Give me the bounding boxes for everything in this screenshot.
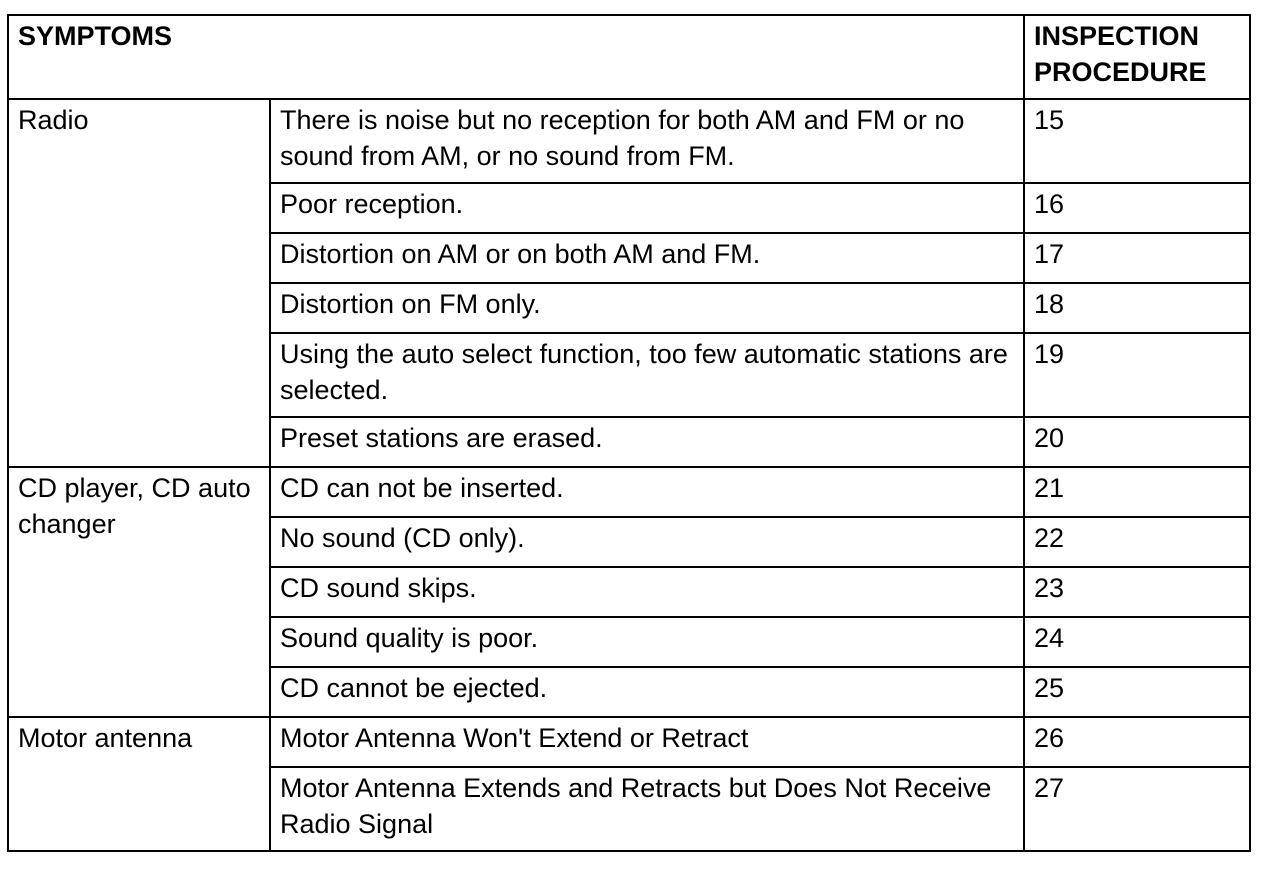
inspection-header-line2: PROCEDURE bbox=[1034, 57, 1207, 87]
category-cell: Motor antenna bbox=[8, 717, 270, 851]
procedure-cell: 23 bbox=[1024, 567, 1250, 617]
table-row bbox=[8, 467, 1250, 517]
symptoms-header: SYMPTOMS bbox=[8, 15, 1024, 99]
symptom-cell: Poor reception. bbox=[270, 183, 1024, 233]
procedure-cell: 21 bbox=[1024, 467, 1250, 517]
category-cell: CD player, CD auto changer bbox=[8, 467, 270, 717]
table-header-row bbox=[8, 15, 1250, 99]
symptoms-table bbox=[7, 14, 1251, 852]
symptom-cell: Distortion on FM only. bbox=[270, 283, 1024, 333]
procedure-cell: 19 bbox=[1024, 333, 1250, 417]
symptom-cell: Preset stations are erased. bbox=[270, 417, 1024, 467]
symptom-cell: CD can not be inserted. bbox=[270, 467, 1024, 517]
procedure-cell: 20 bbox=[1024, 417, 1250, 467]
procedure-cell: 15 bbox=[1024, 99, 1250, 183]
symptom-cell: No sound (CD only). bbox=[270, 517, 1024, 567]
procedure-cell: 25 bbox=[1024, 667, 1250, 717]
symptom-cell: CD sound skips. bbox=[270, 567, 1024, 617]
symptom-cell: Sound quality is poor. bbox=[270, 617, 1024, 667]
procedure-cell: 24 bbox=[1024, 617, 1250, 667]
symptom-cell: Distortion on AM or on both AM and FM. bbox=[270, 233, 1024, 283]
table-row bbox=[8, 717, 1250, 767]
procedure-cell: 18 bbox=[1024, 283, 1250, 333]
symptom-cell: Motor Antenna Won't Extend or Retract bbox=[270, 717, 1024, 767]
inspection-procedure-header bbox=[1024, 15, 1250, 99]
procedure-cell: 17 bbox=[1024, 233, 1250, 283]
symptom-cell: There is noise but no reception for both AM and FM or no sound from AM, or no sound from FM. bbox=[270, 99, 1024, 183]
procedure-cell: 16 bbox=[1024, 183, 1250, 233]
symptom-cell: Using the auto select function, too few automatic stations are selected. bbox=[270, 333, 1024, 417]
symptom-cell: Motor Antenna Extends and Retracts but Does Not Receive Radio Signal bbox=[270, 767, 1024, 851]
symptom-cell: CD cannot be ejected. bbox=[270, 667, 1024, 717]
procedure-cell: 27 bbox=[1024, 767, 1250, 851]
procedure-cell: 26 bbox=[1024, 717, 1250, 767]
table-row bbox=[8, 99, 1250, 183]
category-cell: Radio bbox=[8, 99, 270, 467]
procedure-cell: 22 bbox=[1024, 517, 1250, 567]
inspection-header-line1: INSPECTION bbox=[1034, 21, 1200, 51]
